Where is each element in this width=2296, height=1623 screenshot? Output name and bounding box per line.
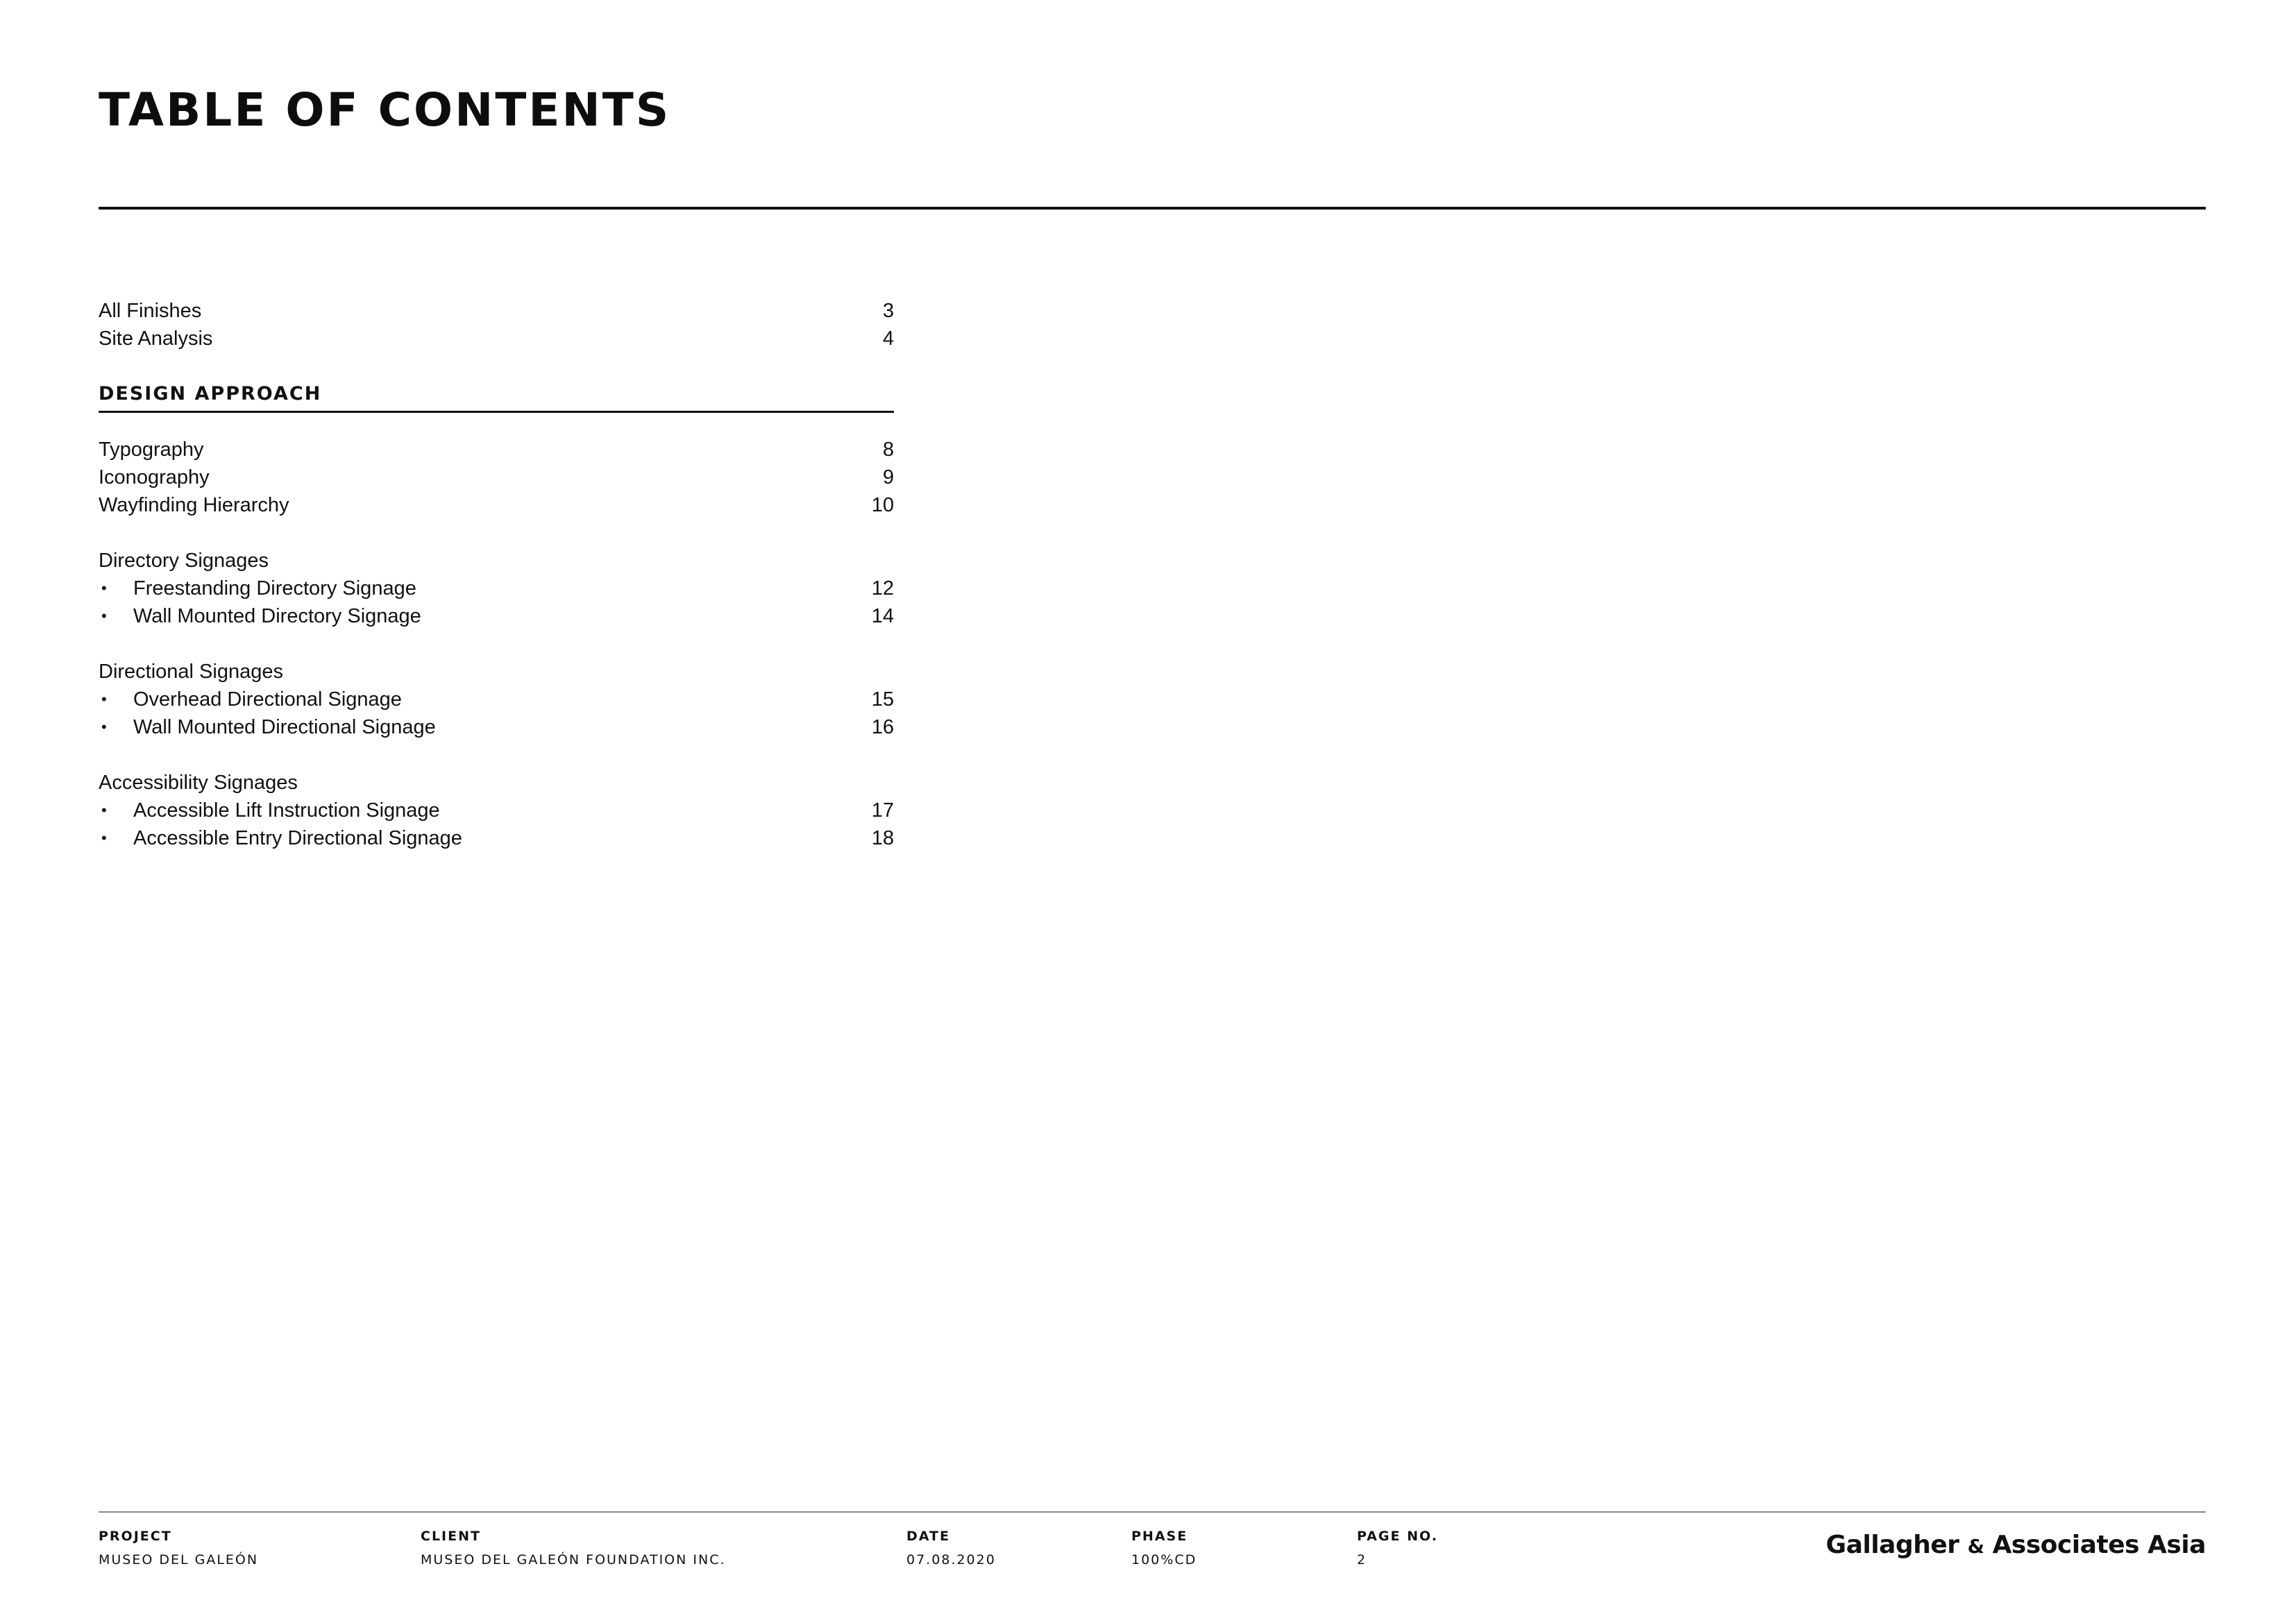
bullet-icon: • <box>101 801 107 819</box>
toc-page-number: 14 <box>871 605 894 627</box>
toc-item-label: All Finishes <box>99 300 202 322</box>
toc-page-number: 18 <box>871 827 894 849</box>
footer-phase <box>1131 1528 1197 1568</box>
brand-name-part2: Associates Asia <box>1992 1531 2206 1559</box>
toc-item-label: Wall Mounted Directional Signage <box>133 716 436 738</box>
brand-name-part1: Gallagher <box>1825 1531 1959 1559</box>
toc-item-site-analysis[interactable] <box>99 325 894 352</box>
toc-item-all-finishes[interactable] <box>99 297 894 325</box>
spacer <box>99 352 894 380</box>
toc-group-label: Accessibility Signages <box>99 772 298 794</box>
footer-phase-label: PHASE <box>1131 1529 1188 1544</box>
footer-project <box>99 1528 258 1568</box>
spacer <box>99 519 894 547</box>
toc-item-typography[interactable] <box>99 436 894 464</box>
toc-item-wall-mounted-directional[interactable] <box>99 713 894 741</box>
toc-item-wall-mounted-directory[interactable] <box>99 602 894 630</box>
bullet-icon: • <box>101 718 107 736</box>
bullet-icon: • <box>101 829 107 847</box>
toc-group-label: Directory Signages <box>99 550 269 572</box>
toc-item-wayfinding-hierarchy[interactable] <box>99 491 894 519</box>
toc-item-label: Overhead Directional Signage <box>133 688 402 711</box>
toc-item-freestanding-directory[interactable] <box>99 575 894 602</box>
toc-page-number: 12 <box>871 577 894 600</box>
footer-phase-value: 100%CD <box>1131 1552 1197 1567</box>
footer-page-no-value: 2 <box>1357 1552 1367 1567</box>
toc-item-label: Iconography <box>99 466 210 488</box>
toc-item-iconography[interactable] <box>99 464 894 491</box>
toc-item-label: Accessible Entry Directional Signage <box>133 827 462 849</box>
title-divider <box>99 207 2206 210</box>
section-divider <box>99 411 894 413</box>
toc-group-heading-accessibility <box>99 769 894 797</box>
bullet-icon: • <box>101 690 107 708</box>
toc-page-number: 3 <box>882 300 894 322</box>
footer-client-label: CLIENT <box>421 1529 481 1544</box>
toc-item-accessible-lift[interactable] <box>99 797 894 824</box>
footer-date-value: 07.08.2020 <box>906 1552 996 1567</box>
toc-item-accessible-entry[interactable] <box>99 824 894 852</box>
toc-page-number: 4 <box>882 328 894 350</box>
brand-ampersand: & <box>1967 1535 1984 1558</box>
footer-date-label: DATE <box>906 1529 950 1544</box>
footer-client <box>421 1528 726 1568</box>
bullet-icon: • <box>101 607 107 624</box>
toc-item-overhead-directional[interactable] <box>99 686 894 713</box>
footer-date <box>906 1528 996 1568</box>
toc-page-number: 9 <box>882 466 894 488</box>
toc-group-heading-directory <box>99 547 894 575</box>
bullet-icon: • <box>101 579 107 597</box>
toc-item-label: Accessible Lift Instruction Signage <box>133 799 440 822</box>
toc-item-label: Freestanding Directory Signage <box>133 577 416 600</box>
toc-page-number: 16 <box>871 716 894 738</box>
toc-group-heading-directional <box>99 658 894 686</box>
page-title: TABLE OF CONTENTS <box>99 83 671 137</box>
footer-client-value: MUSEO DEL GALEÓN FOUNDATION INC. <box>421 1552 726 1567</box>
footer-page-no <box>1357 1528 1438 1568</box>
toc-page-number: 17 <box>871 799 894 822</box>
spacer <box>99 630 894 658</box>
toc-item-label: Typography <box>99 439 204 461</box>
company-logo <box>1826 1531 2206 1559</box>
section-heading-design-approach: DESIGN APPROACH <box>99 383 322 405</box>
footer-divider <box>99 1511 2206 1513</box>
toc-item-label: Wayfinding Hierarchy <box>99 494 289 516</box>
spacer <box>99 741 894 769</box>
table-of-contents <box>99 297 894 852</box>
toc-page-number: 10 <box>871 494 894 516</box>
toc-group-label: Directional Signages <box>99 661 283 683</box>
footer-page-no-label: PAGE NO. <box>1357 1529 1438 1544</box>
toc-item-label: Wall Mounted Directory Signage <box>133 605 421 627</box>
toc-page-number: 15 <box>871 688 894 711</box>
toc-page-number: 8 <box>882 439 894 461</box>
footer-project-label: PROJECT <box>99 1529 172 1544</box>
footer-project-value: MUSEO DEL GALEÓN <box>99 1552 259 1567</box>
toc-item-label: Site Analysis <box>99 328 213 350</box>
